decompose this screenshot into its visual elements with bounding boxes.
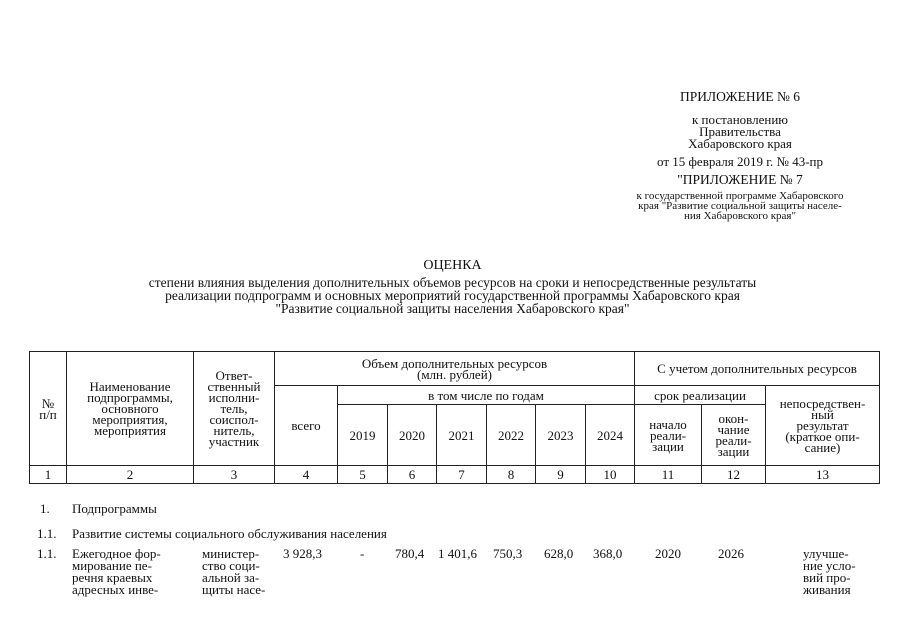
col-number: 3	[194, 466, 275, 484]
header-num: № п/п	[30, 352, 67, 466]
header-volume: Объем дополнительных ресурсов (млн. рублей)	[275, 352, 635, 386]
col-number: 9	[536, 466, 586, 484]
col-number: 6	[388, 466, 437, 484]
appendix-region: Хабаровского края	[688, 136, 792, 151]
header-executor: Ответ- ственный исполни- тель, соиспол- нитель, участник	[194, 352, 275, 466]
col-number: 10	[586, 466, 635, 484]
row-2024: 368,0	[593, 546, 623, 561]
section-1-number: 1.	[40, 501, 50, 516]
row-2023: 628,0	[544, 546, 574, 561]
row-2021: 1 401,6	[438, 546, 477, 561]
row-result: улучше- ние усло- вий про- живания	[803, 546, 856, 597]
header-year-2019: 2019	[338, 405, 388, 466]
col-number: 2	[67, 466, 194, 484]
row-end: 2026	[718, 546, 744, 561]
document-subtitle-line2: реализации подпрограмм и основных мероприятий государственной программы Хабаровского края	[165, 288, 740, 303]
col-number: 4	[275, 466, 338, 484]
header-considering: С учетом дополнительных ресурсов	[635, 352, 880, 386]
prev-appendix-line2: края "Развитие социальной защиты населе-	[638, 200, 842, 212]
col-number: 12	[702, 466, 766, 484]
header-end: окон- чание реали- зации	[702, 405, 766, 466]
header-year-2024: 2024	[586, 405, 635, 466]
column-number-row	[30, 466, 880, 484]
section-1-label: Подпрограммы	[72, 501, 157, 516]
col-number: 7	[437, 466, 487, 484]
col-number: 8	[487, 466, 536, 484]
row-executor: министер- ство соци- альной за- щиты насе-	[202, 546, 266, 597]
row-total: 3 928,3	[283, 546, 322, 561]
prev-appendix-title: "ПРИЛОЖЕНИЕ № 7	[677, 172, 803, 187]
prev-appendix-line3: ния Хабаровского края"	[684, 210, 796, 222]
row-2019: -	[360, 546, 365, 561]
header-year-2020: 2020	[388, 405, 437, 466]
header-by-years: в том числе по годам	[338, 386, 635, 405]
header-year-2021: 2021	[437, 405, 487, 466]
header-year-2022: 2022	[487, 405, 536, 466]
prev-appendix-line1: к государственной программе Хабаровского	[636, 190, 844, 202]
document-subtitle-line3: "Развитие социальной защиты населения Хабаровского края"	[275, 301, 630, 316]
appendix-to-decree: к постановлению	[691, 112, 789, 127]
document-title: ОЦЕНКА	[423, 258, 482, 273]
header-year-2023: 2023	[536, 405, 586, 466]
header-start: начало реали- зации	[635, 405, 702, 466]
row-2020: 780,4	[395, 546, 425, 561]
row-start: 2020	[655, 546, 681, 561]
appendix-date-number: от 15 февраля 2019 г. № 43-пр	[657, 154, 823, 169]
col-number: 5	[338, 466, 388, 484]
appendix-government: Правительства	[699, 124, 781, 139]
col-number: 13	[766, 466, 880, 484]
col-number: 1	[30, 466, 67, 484]
row-name: Ежегодное фор- мирование пе- речня краевых адресных инве-	[72, 546, 161, 597]
header-term: срок реализации	[635, 386, 766, 405]
header-name: Наименование подпрограммы, основного мероприятия, мероприятия	[67, 352, 194, 466]
document-subtitle-line1: степени влияния выделения дополнительных объемов ресурсов на сроки и непосредственные результаты	[148, 275, 757, 290]
appendix-title: ПРИЛОЖЕНИЕ № 6	[679, 89, 801, 104]
resources-table-header	[29, 351, 880, 484]
row-2022: 750,3	[493, 546, 523, 561]
section-1-1-label: Развитие системы социального обслуживания населения	[72, 526, 387, 541]
header-total: всего	[275, 386, 338, 466]
col-number: 11	[635, 466, 702, 484]
section-1-1-number: 1.1.	[37, 526, 57, 541]
row-number: 1.1.	[37, 546, 57, 561]
header-result: непосредствен- ный результат (краткое опи- сание)	[766, 386, 880, 466]
